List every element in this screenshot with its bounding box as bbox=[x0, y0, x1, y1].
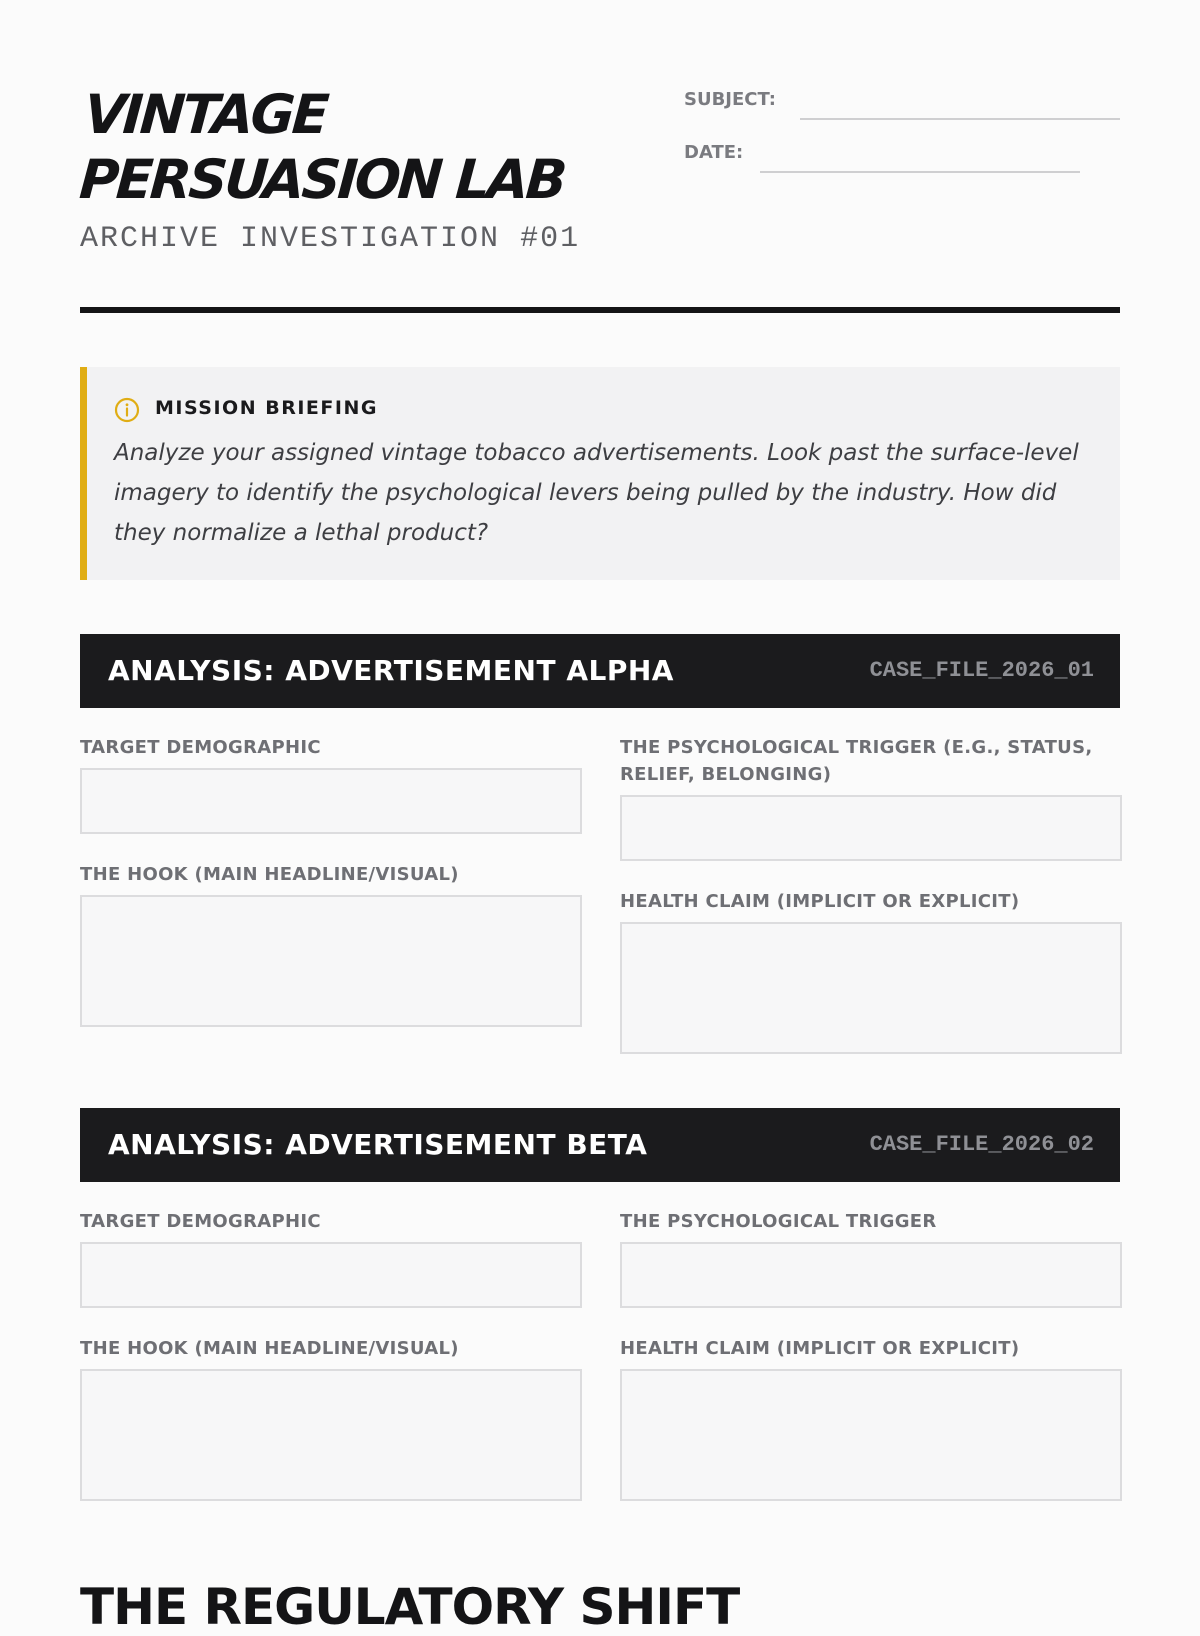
section-header-beta bbox=[80, 1108, 1120, 1182]
psychological-trigger-input[interactable] bbox=[620, 1242, 1122, 1308]
hook-label: THE HOOK (MAIN HEADLINE/VISUAL) bbox=[80, 864, 459, 885]
title-line-1: VINTAGE bbox=[82, 83, 329, 146]
case-id-alpha: CASE_FILE_2026_01 bbox=[869, 658, 1094, 683]
regulatory-shift-heading: THE REGULATORY SHIFT bbox=[80, 1578, 740, 1636]
page-title bbox=[77, 82, 666, 212]
psychological-trigger-label: THE PSYCHOLOGICAL TRIGGER (E.G., STATUS, RELIEF, BELONGING) bbox=[620, 737, 1093, 785]
page-subtitle: ARCHIVE INVESTIGATION #01 bbox=[80, 222, 581, 256]
section-title-alpha: ANALYSIS: ADVERTISEMENT ALPHA bbox=[108, 654, 674, 687]
hook-input[interactable] bbox=[80, 895, 582, 1027]
hook-input[interactable] bbox=[80, 1369, 582, 1501]
subject-label: SUBJECT: bbox=[684, 89, 776, 110]
health-claim-label: HEALTH CLAIM (IMPLICIT OR EXPLICIT) bbox=[620, 1338, 1020, 1359]
target-demographic-label: TARGET DEMOGRAPHIC bbox=[80, 737, 321, 758]
section-header-alpha bbox=[80, 634, 1120, 708]
target-demographic-input[interactable] bbox=[80, 1242, 582, 1308]
health-claim-label: HEALTH CLAIM (IMPLICIT OR EXPLICIT) bbox=[620, 891, 1020, 912]
briefing-text: Analyze your assigned vintage tobacco advertisements. Look past the surface-level imagery to identify the psychological levers being pulled by the industry. How did they normalize a lethal product? bbox=[114, 440, 1079, 546]
case-id-beta: CASE_FILE_2026_02 bbox=[869, 1132, 1094, 1157]
section-title-beta: ANALYSIS: ADVERTISEMENT BETA bbox=[108, 1128, 648, 1161]
date-label: DATE: bbox=[684, 142, 744, 163]
header-divider bbox=[80, 307, 1120, 313]
health-claim-input[interactable] bbox=[620, 1369, 1122, 1501]
health-claim-input[interactable] bbox=[620, 922, 1122, 1054]
title-line-2: PERSUASION LAB bbox=[77, 148, 567, 211]
target-demographic-input[interactable] bbox=[80, 768, 582, 834]
target-demographic-label: TARGET DEMOGRAPHIC bbox=[80, 1211, 321, 1232]
psychological-trigger-input[interactable] bbox=[620, 795, 1122, 861]
info-icon bbox=[114, 397, 140, 423]
briefing-heading: MISSION BRIEFING bbox=[155, 397, 378, 419]
subject-field[interactable] bbox=[800, 118, 1120, 120]
psychological-trigger-label: THE PSYCHOLOGICAL TRIGGER bbox=[620, 1211, 937, 1232]
date-field[interactable] bbox=[760, 171, 1080, 173]
hook-label: THE HOOK (MAIN HEADLINE/VISUAL) bbox=[80, 1338, 459, 1359]
mission-briefing bbox=[80, 367, 1120, 580]
